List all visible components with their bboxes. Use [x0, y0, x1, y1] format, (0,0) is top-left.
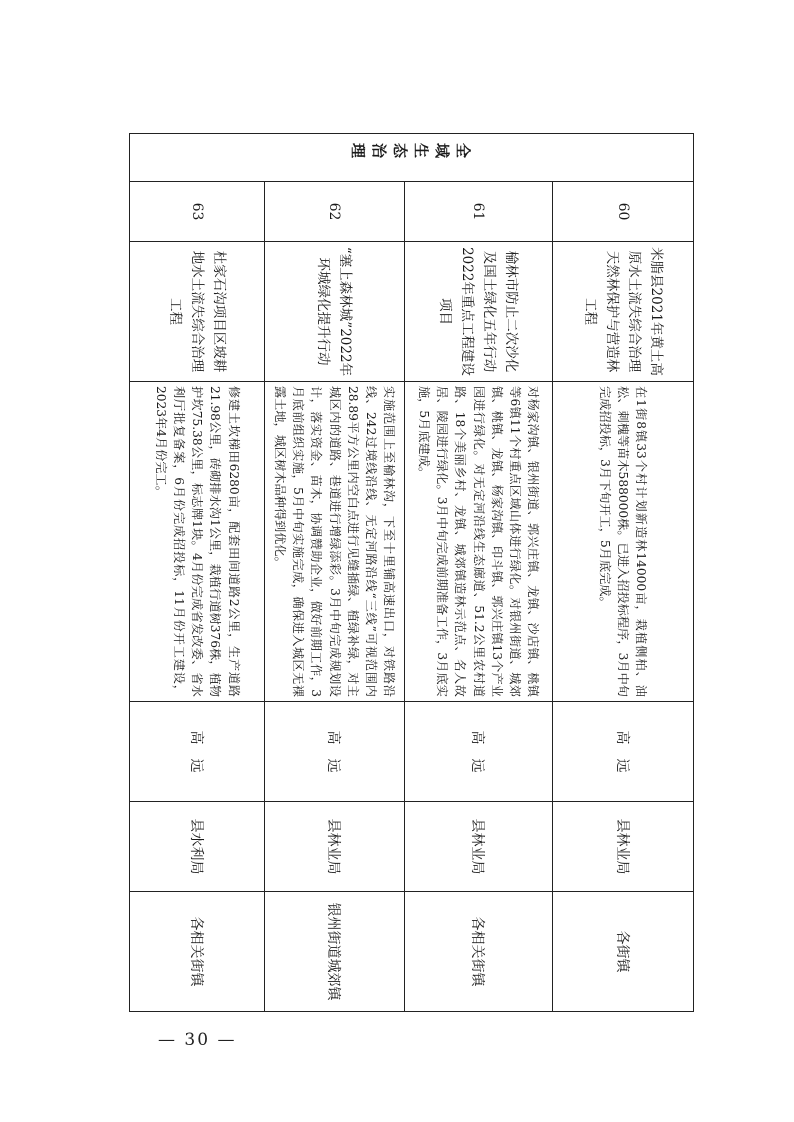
table-row	[405, 134, 553, 1012]
row-number: 62	[265, 182, 405, 242]
category-cell: 全域生态治理	[130, 134, 694, 182]
project-name: “塞上森林城”2022年环城绿化提升行动	[265, 242, 405, 382]
responsible-unit: 各相关街镇	[130, 892, 265, 1012]
responsible-unit: 各街镇	[553, 892, 694, 1012]
project-content: 在1街8镇33个村计划新造林14000亩，栽植侧柏、油松、刺槐等苗木588000株。已进入招投标程序，3月中旬完成招投标，3月下旬开工，5月底完成。	[553, 382, 694, 702]
leader-cell: 高 远	[265, 702, 405, 802]
row-number: 61	[405, 182, 553, 242]
table-row	[265, 134, 405, 1012]
row-number: 60	[553, 182, 694, 242]
project-table-rotated	[130, 133, 694, 1011]
project-name: 榆林市防止二次沙化及国土绿化五年行动2022年重点工程建设项目	[405, 242, 553, 382]
project-content: 修建土坎梯田6280亩，配套田间道路2公里，生产道路21.98公里，砖砌排水沟1公里，栽植行道树376株，植物护坎75.38公里，标志牌1块。4月份完成省发改委、省水利厅批复备案，6月份完成招投标，11月份开工建设，2023年4月份完工。	[130, 382, 265, 702]
lead-unit: 县林业局	[405, 802, 553, 892]
table-row	[130, 134, 265, 1012]
leader-cell: 高 远	[405, 702, 553, 802]
leader-cell: 高 远	[553, 702, 694, 802]
project-name: 杜家石沟项目区坡耕地水土流失综合治理工程	[130, 242, 265, 382]
responsible-unit: 银州街道城郊镇	[265, 892, 405, 1012]
responsible-unit: 各相关街镇	[405, 892, 553, 1012]
project-table	[129, 133, 694, 1012]
row-number: 63	[130, 182, 265, 242]
lead-unit: 县水利局	[130, 802, 265, 892]
project-content: 实施范围上至榆林沟，下至十里铺高速出口，对铁路沿线、242过境线沿线、无定河路沿线“三线”可视范围内28.89平方公里内空白点进行见缝插绿、植绿补绿，对主城区内的道路、巷道进行增绿添彩。3月中旬完成规划设计，落实资金、苗木，协调赞助企业，做好前期工作，3月底前组织实施，5月中旬实施完成，确保进入城区无裸露土地，城区树木品种得到优化。	[265, 382, 405, 702]
lead-unit: 县林业局	[265, 802, 405, 892]
table-row	[553, 134, 694, 1012]
project-content: 对杨家沟镇、银州街道、郭兴庄镇、龙镇、沙店镇、桃镇等6镇11个村重点区域山体进行绿化。对银州街道、城郊镇、桃镇、龙镇、杨家沟镇、印斗镇、郭兴庄镇13个产业园进行绿化。对无定河沿线生态廊道、51.2公里农村道路、18个美丽乡村、龙镇、城郊镇造林示范点、名人故居、陵园进行绿化。3月中旬完成前期准备工作，3月底实施，5月底建成。	[405, 382, 553, 702]
project-name: 米脂县2021年黄土高原水土流失综合治理天然林保护与营造林工程	[553, 242, 694, 382]
page-number: — 30 —	[158, 1030, 237, 1050]
leader-cell: 高 远	[130, 702, 265, 802]
lead-unit: 县林业局	[553, 802, 694, 892]
